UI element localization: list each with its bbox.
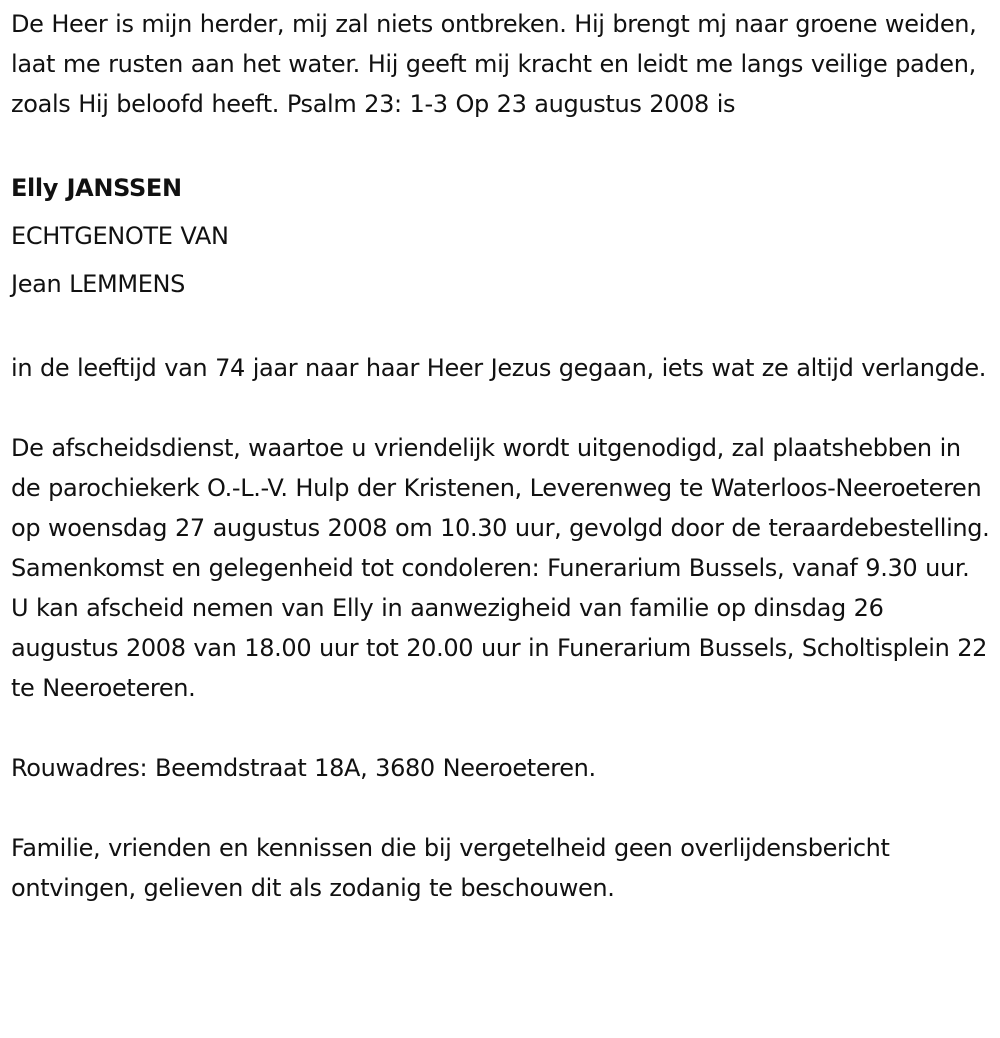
psalm-intro-paragraph: De Heer is mijn herder, mij zal niets ontbreken. Hij brengt mj naar groene weiden, laat me rusten aan het water. Hij geeft mij kracht en leidt me langs veilige paden, zoals Hij beloofd heeft. Psalm 23: 1-3 Op 23 augustus 2008 is [11,10,977,118]
spouse-name: Jean LEMMENS [11,270,185,298]
closing-paragraph: Familie, vrienden en kennissen die bij vergetelheid geen overlijdensbericht ontvingen, gelieven dit als zodanig te beschouwen. [11,834,890,902]
age-statement-paragraph: in de leeftijd van 74 jaar naar haar Heer Jezus gegaan, iets wat ze altijd verlangde. [11,354,987,382]
deceased-name: Elly JANSSEN [11,174,182,202]
relation-label: ECHTGENOTE VAN [11,222,229,250]
mourning-address: Rouwadres: Beemdstraat 18A, 3680 Neeroeteren. [11,754,596,782]
service-details-paragraph: De afscheidsdienst, waartoe u vriendelijk wordt uitgenodigd, zal plaatshebben in de parochiekerk O.-L.-V. Hulp der Kristenen, Leverenweg te Waterloos-Neeroeteren op woensdag 27 augustus 2008 om 10.30 uur, gevolgd door de teraardebestelling. Samenkomst en gelegenheid tot condoleren: Funerarium Bussels, vanaf 9.30 uur. U kan afscheid nemen van Elly in aanwezigheid van familie op dinsdag 26 augustus 2008 van 18.00 uur tot 20.00 uur in Funerarium Bussels, Scholtisplein 22 te Neeroeteren. [11,434,990,702]
